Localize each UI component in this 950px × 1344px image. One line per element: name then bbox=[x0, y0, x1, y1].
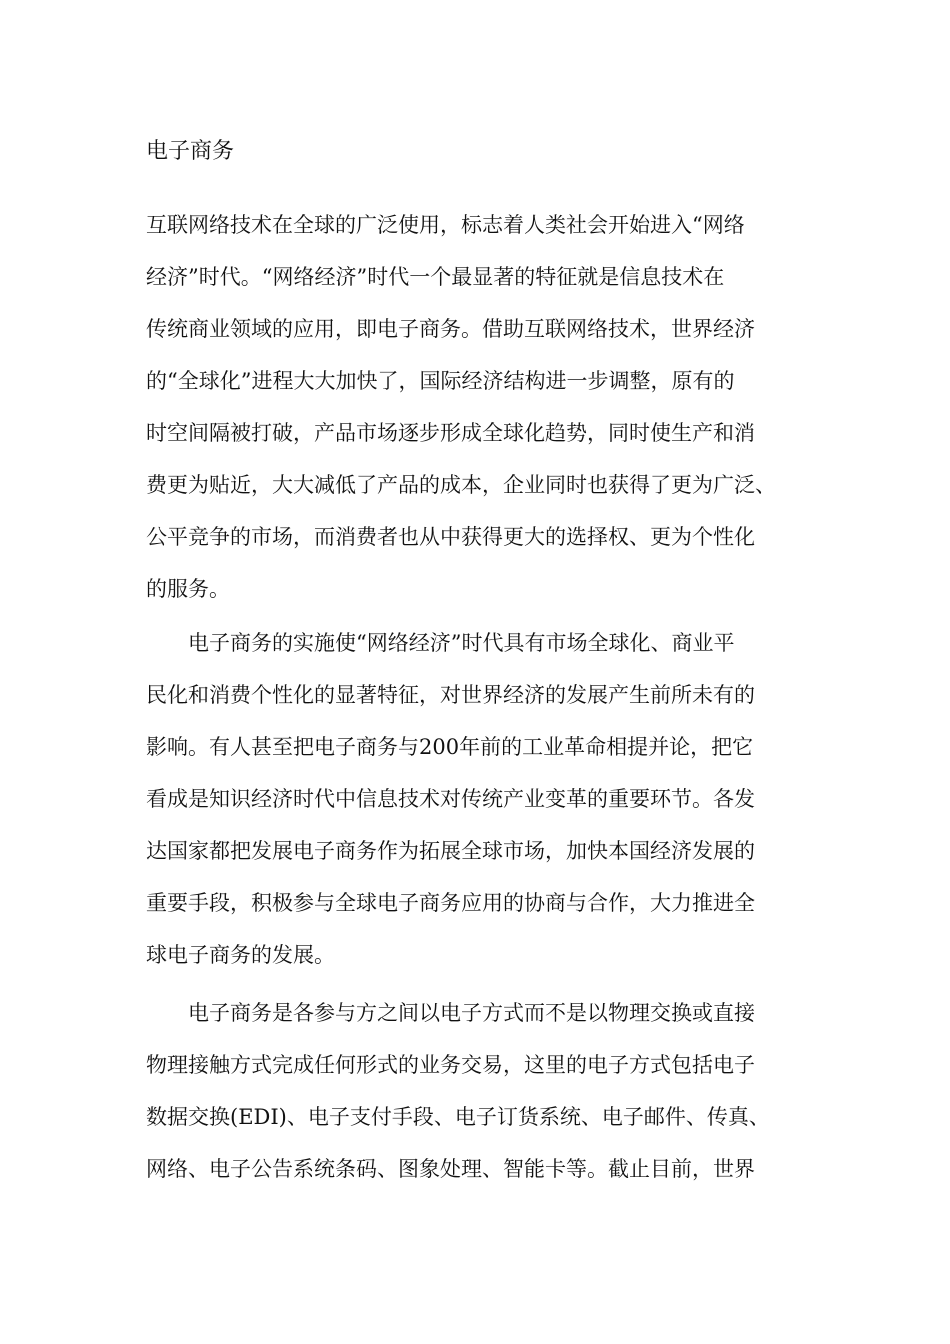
paragraph-line: 达国家都把发展电子商务作为拓展全球市场，加快本国经济发展的 bbox=[146, 839, 755, 863]
paragraph-1 bbox=[146, 199, 826, 615]
paragraph-line: 传统商业领域的应用，即电子商务。借助互联网络技术，世界经济 bbox=[146, 317, 755, 341]
paragraph-line: 物理接触方式完成任何形式的业务交易，这里的电子方式包括电子 bbox=[146, 1053, 755, 1077]
paragraph-line: 互联网络技术在全球的广泛使用，标志着人类社会开始进入“网络 bbox=[146, 213, 745, 237]
paragraph-line: 数据交换(EDI)、电子支付手段、电子订货系统、电子邮件、传真、 bbox=[146, 1105, 770, 1129]
paragraph-line: 看成是知识经济时代中信息技术对传统产业变革的重要环节。各发 bbox=[146, 787, 755, 811]
paragraph-line: 球电子商务的发展。 bbox=[146, 943, 335, 967]
paragraph-line: 重要手段，积极参与全球电子商务应用的协商与合作，大力推进全 bbox=[146, 891, 755, 915]
paragraph-3 bbox=[146, 987, 826, 1195]
paragraph-line: 时空间隔被打破，产品市场逐步形成全球化趋势，同时使生产和消 bbox=[146, 421, 755, 445]
paragraph-line: 经济”时代。“网络经济”时代一个最显著的特征就是信息技术在 bbox=[146, 265, 725, 289]
paragraph-line: 费更为贴近，大大减低了产品的成本，企业同时也获得了更为广泛、 bbox=[146, 473, 776, 497]
paragraph-line: 公平竞争的市场，而消费者也从中获得更大的选择权、更为个性化 bbox=[146, 525, 755, 549]
document-title: 电子商务 bbox=[146, 139, 235, 164]
paragraph-line: 电子商务的实施使“网络经济”时代具有市场全球化、商业平 bbox=[146, 631, 735, 655]
paragraph-line: 电子商务是各参与方之间以电子方式而不是以物理交换或直接 bbox=[146, 1001, 755, 1025]
paragraph-line: 民化和消费个性化的显著特征，对世界经济的发展产生前所未有的 bbox=[146, 683, 755, 707]
paragraph-line: 影响。有人甚至把电子商务与200年前的工业革命相提并论，把它 bbox=[146, 735, 754, 759]
paragraph-line: 的服务。 bbox=[146, 577, 230, 601]
paragraph-line: 的“全球化”进程大大加快了，国际经济结构进一步调整，原有的 bbox=[146, 369, 735, 393]
paragraph-2 bbox=[146, 617, 826, 981]
paragraph-line: 网络、电子公告系统条码、图象处理、智能卡等。截止目前，世界 bbox=[146, 1157, 755, 1181]
